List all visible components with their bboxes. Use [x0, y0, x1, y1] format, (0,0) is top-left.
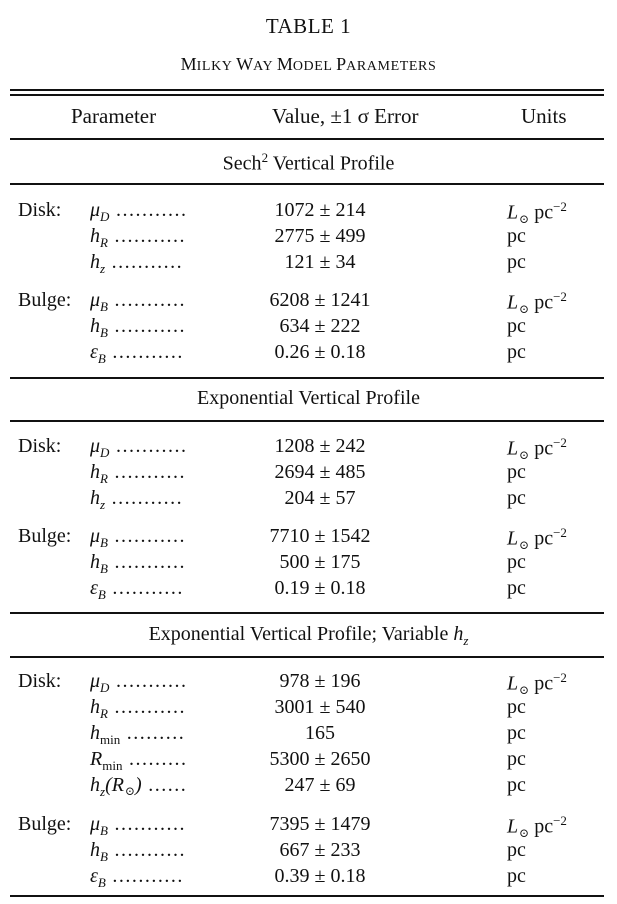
unit-cell	[507, 487, 526, 510]
symbol-subscript: R	[100, 235, 108, 250]
unit-text: pc	[507, 315, 526, 337]
unit-text: pc	[507, 774, 526, 796]
table-title: TABLE 1	[265, 14, 352, 38]
symbol-char: h	[90, 251, 100, 273]
parameter-symbol	[90, 525, 186, 551]
parameter-symbol	[90, 225, 186, 251]
leader-dots: .........	[120, 722, 186, 744]
leader-dots: ...........	[109, 435, 188, 457]
value-cell: 3001 ± 540	[274, 696, 366, 718]
table-row	[0, 435, 617, 461]
symbol-char: h	[90, 315, 100, 337]
sun-symbol: ⊙	[519, 682, 530, 697]
unit-cell	[507, 341, 526, 364]
table-row	[0, 525, 617, 551]
section-title-sup: 2	[261, 150, 269, 165]
leader-dots: ...........	[108, 813, 186, 835]
value-cell: 500 ± 175	[279, 551, 361, 573]
value-cell: 121 ± 34	[284, 251, 356, 273]
table-row	[0, 813, 617, 839]
symbol-char: h	[90, 774, 100, 796]
parameter-symbol	[90, 813, 186, 839]
symbol-subscript: R	[100, 471, 108, 486]
section-rule	[10, 183, 604, 185]
value-cell: 2694 ± 485	[274, 461, 366, 483]
symbol-char: h	[90, 487, 100, 509]
section-title-sub: z	[463, 633, 469, 648]
unit-cell	[507, 525, 567, 553]
value-cell: 7710 ± 1542	[269, 525, 371, 547]
value-cell: 204 ± 57	[284, 487, 356, 509]
unit-cell	[507, 315, 526, 338]
unit-text: pc	[507, 251, 526, 273]
unit-text: pc	[507, 341, 526, 363]
unit-cell	[507, 865, 526, 888]
symbol-char: μ	[90, 670, 101, 692]
table-row	[0, 748, 617, 774]
value-cell: 1072 ± 214	[274, 199, 366, 221]
table-row	[0, 225, 617, 251]
symbol-char: μ	[90, 289, 101, 311]
symbol-char: R	[90, 748, 103, 770]
leader-dots: .........	[122, 748, 188, 770]
bulge-group-label: Bulge:	[18, 813, 72, 835]
unit-cell	[507, 813, 567, 841]
leader-dots: ...........	[105, 251, 184, 273]
unit-text: pc	[507, 865, 526, 887]
section-rule	[10, 656, 604, 658]
table-row	[0, 839, 617, 865]
value-cell: 2775 ± 499	[274, 225, 366, 247]
unit-exponent: −2	[553, 289, 567, 304]
value-cell: 0.19 ± 0.18	[274, 577, 366, 599]
leader-dots: ...........	[105, 865, 184, 887]
symbol-subscript: B	[100, 535, 108, 550]
value-cell: 634 ± 222	[279, 315, 361, 337]
table-row	[0, 774, 617, 800]
table-subtitle: MILKY WAY MODEL PARAMETERS	[180, 54, 437, 74]
parameter-symbol	[90, 487, 183, 513]
unit-exponent: −2	[553, 199, 567, 214]
unit-cell	[507, 839, 526, 862]
unit-cell	[507, 199, 567, 227]
unit-text: pc	[507, 487, 526, 509]
header-parameter: Parameter	[71, 104, 157, 128]
leader-dots: ...........	[107, 839, 186, 861]
section-title-symbol: h	[453, 623, 464, 645]
sun-symbol: ⊙	[519, 301, 530, 316]
table-row	[0, 487, 617, 513]
sun-symbol: ⊙	[519, 537, 530, 552]
top-rule-1	[10, 89, 604, 91]
table-row	[0, 670, 617, 696]
symbol-char: μ	[90, 435, 101, 457]
unit-cell	[507, 251, 526, 274]
value-cell: 7395 ± 1479	[269, 813, 371, 835]
leader-dots: ...........	[109, 199, 188, 221]
symbol-char: h	[90, 461, 100, 483]
leader-dots: ......	[141, 774, 188, 796]
symbol-subscript: min	[100, 732, 121, 747]
symbol-subscript: min	[102, 758, 123, 773]
symbol-subscript: B	[100, 849, 108, 864]
unit-exponent: −2	[553, 525, 567, 540]
header-rule	[10, 138, 604, 140]
value-cell: 247 ± 69	[284, 774, 356, 796]
leader-dots: ...........	[107, 461, 186, 483]
unit-cell	[507, 551, 526, 574]
unit-rest: pc	[529, 815, 554, 838]
value-cell: 6208 ± 1241	[269, 289, 371, 311]
symbol-char: h	[90, 722, 100, 744]
section-title	[0, 623, 617, 649]
parameter-symbol	[90, 722, 185, 748]
section-title-rest: Vertical Profile	[268, 152, 395, 175]
unit-text: pc	[507, 225, 526, 247]
value-cell: 1208 ± 242	[274, 435, 366, 457]
unit-cell	[507, 748, 526, 771]
symbol-char: ε	[90, 577, 98, 599]
symbol-char: h	[90, 696, 100, 718]
leader-dots: ...........	[107, 696, 186, 718]
section-title	[0, 387, 617, 410]
parameter-symbol	[90, 839, 186, 865]
unit-luminosity: L	[507, 672, 519, 695]
table-row	[0, 577, 617, 603]
unit-text: pc	[507, 748, 526, 770]
unit-rest: pc	[529, 672, 554, 695]
parameter-symbol	[90, 748, 187, 774]
symbol-argument-close: )	[135, 774, 142, 796]
symbol-subscript: D	[100, 680, 110, 695]
symbol-subscript: B	[97, 875, 106, 890]
parameter-symbol	[90, 289, 186, 315]
leader-dots: ...........	[107, 315, 186, 337]
unit-cell	[507, 577, 526, 600]
symbol-argument: (R	[105, 774, 124, 796]
unit-cell	[507, 670, 567, 698]
unit-text: pc	[507, 551, 526, 573]
symbol-char: μ	[90, 525, 101, 547]
section-title-text: Exponential Vertical Profile	[197, 387, 420, 409]
sun-symbol: ⊙	[124, 784, 136, 798]
unit-text: pc	[507, 696, 526, 718]
symbol-char: ε	[90, 865, 98, 887]
bulge-group-label: Bulge:	[18, 525, 72, 547]
value-cell: 0.26 ± 0.18	[274, 341, 366, 363]
unit-rest: pc	[529, 291, 554, 314]
table-row	[0, 696, 617, 722]
symbol-subscript: D	[100, 445, 110, 460]
parameter-symbol	[90, 670, 187, 696]
sun-symbol: ⊙	[519, 447, 530, 462]
symbol-char: h	[90, 839, 100, 861]
table-row	[0, 865, 617, 891]
unit-text: pc	[507, 722, 526, 744]
unit-cell	[507, 774, 526, 797]
parameter-symbol	[90, 774, 187, 800]
symbol-subscript: B	[97, 587, 106, 602]
symbol-subscript: B	[100, 823, 108, 838]
unit-rest: pc	[529, 437, 554, 460]
leader-dots: ...........	[109, 670, 188, 692]
unit-luminosity: L	[507, 437, 519, 460]
symbol-subscript: B	[100, 325, 108, 340]
leader-dots: ...........	[108, 525, 186, 547]
unit-cell	[507, 696, 526, 719]
unit-rest: pc	[529, 201, 554, 224]
unit-rest: pc	[529, 527, 554, 550]
parameter-symbol	[90, 865, 184, 891]
table-row	[0, 551, 617, 577]
leader-dots: ...........	[107, 551, 186, 573]
unit-exponent: −2	[553, 670, 567, 685]
unit-cell	[507, 225, 526, 248]
bottom-rule	[10, 895, 604, 897]
symbol-subscript: B	[100, 299, 108, 314]
section-title-text: Exponential Vertical Profile; Variable	[148, 623, 454, 645]
section-title-text: Sech	[222, 152, 262, 175]
table-row	[0, 341, 617, 367]
value-cell: 978 ± 196	[279, 670, 361, 692]
leader-dots: ...........	[105, 487, 184, 509]
unit-luminosity: L	[507, 815, 519, 838]
symbol-subscript: z	[100, 497, 106, 512]
parameter-symbol	[90, 577, 184, 603]
leader-dots: ...........	[105, 341, 184, 363]
table-row	[0, 315, 617, 341]
table-row	[0, 199, 617, 225]
unit-luminosity: L	[507, 527, 519, 550]
parameter-symbol	[90, 315, 186, 341]
bulge-group-label: Bulge:	[18, 289, 72, 311]
sun-symbol: ⊙	[519, 825, 530, 840]
section-rule	[10, 420, 604, 422]
symbol-subscript: B	[97, 351, 106, 366]
disk-group-label: Disk:	[18, 435, 62, 457]
table-row	[0, 251, 617, 277]
disk-group-label: Disk:	[18, 670, 62, 692]
table-row	[0, 461, 617, 487]
parameter-symbol	[90, 251, 183, 277]
parameter-symbol	[90, 199, 187, 225]
value-cell: 0.39 ± 0.18	[274, 865, 366, 887]
parameter-symbol	[90, 461, 186, 487]
unit-cell	[507, 461, 526, 484]
symbol-char: ε	[90, 341, 98, 363]
unit-text: pc	[507, 577, 526, 599]
top-rule-2	[10, 94, 604, 96]
value-cell: 165	[305, 722, 335, 744]
unit-cell	[507, 435, 567, 463]
symbol-char: h	[90, 551, 100, 573]
symbol-subscript: R	[100, 706, 108, 721]
symbol-subscript: B	[100, 561, 108, 576]
leader-dots: ...........	[105, 577, 184, 599]
symbol-subscript: z	[100, 261, 106, 276]
sun-symbol: ⊙	[519, 211, 530, 226]
leader-dots: ...........	[108, 289, 186, 311]
unit-luminosity: L	[507, 201, 519, 224]
section-end-rule	[10, 612, 604, 614]
section-title	[0, 150, 617, 176]
symbol-char: h	[90, 225, 100, 247]
header-units: Units	[521, 104, 567, 128]
section-end-rule	[10, 377, 604, 379]
header-value: Value, ±1 σ Error	[272, 104, 419, 128]
unit-exponent: −2	[553, 813, 567, 828]
unit-cell	[507, 722, 526, 745]
symbol-subscript: D	[100, 209, 110, 224]
unit-luminosity: L	[507, 291, 519, 314]
unit-text: pc	[507, 839, 526, 861]
parameter-symbol	[90, 696, 186, 722]
table-row	[0, 289, 617, 315]
parameter-symbol	[90, 341, 184, 367]
value-cell: 5300 ± 2650	[269, 748, 371, 770]
table-row	[0, 722, 617, 748]
parameter-symbol	[90, 435, 187, 461]
symbol-char: μ	[90, 199, 101, 221]
disk-group-label: Disk:	[18, 199, 62, 221]
symbol-subscript: z	[100, 784, 106, 799]
symbol-char: μ	[90, 813, 101, 835]
value-cell: 667 ± 233	[279, 839, 361, 861]
unit-text: pc	[507, 461, 526, 483]
parameter-symbol	[90, 551, 186, 577]
unit-exponent: −2	[553, 435, 567, 450]
unit-cell	[507, 289, 567, 317]
leader-dots: ...........	[107, 225, 186, 247]
